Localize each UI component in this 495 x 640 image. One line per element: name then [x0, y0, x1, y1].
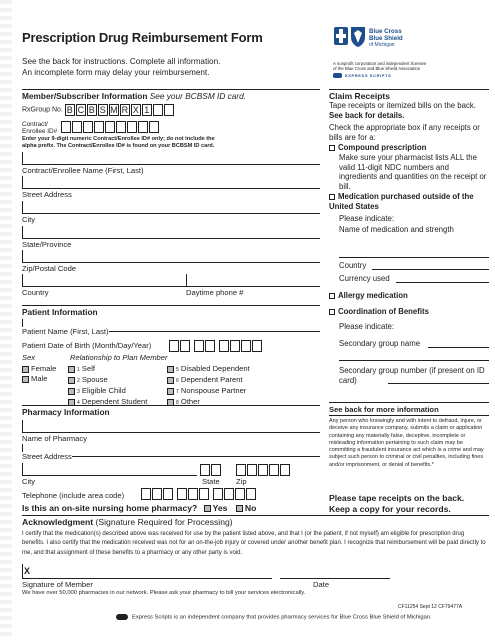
- dob-boxes[interactable]: [169, 337, 263, 355]
- char-box[interactable]: [213, 488, 223, 500]
- pharmacy-zip-label: Zip: [236, 477, 247, 486]
- zip-input[interactable]: [22, 250, 320, 262]
- pharmacy-name-input[interactable]: [22, 420, 320, 432]
- char-box[interactable]: [164, 104, 174, 116]
- male-checkbox[interactable]: [22, 376, 29, 383]
- relationship-col1: [68, 364, 147, 408]
- pharmacy-city-label: City: [22, 477, 36, 486]
- char-box[interactable]: [200, 464, 210, 476]
- rxgroup-boxes[interactable]: [65, 107, 175, 114]
- char-box[interactable]: [83, 121, 93, 133]
- contract-instructions: Enter your 9-digit numeric Contract/Enrollee ID# only; do not include the alpha prefix. The Contract/Enrollee ID# is found on your BCBSM ID card.: [22, 136, 215, 149]
- char-box[interactable]: [163, 488, 173, 500]
- currency-used: Currency used: [339, 274, 390, 283]
- cob-indicate: Please indicate:: [339, 322, 395, 331]
- country-used: Country: [339, 261, 367, 270]
- street-label: Street Address: [22, 190, 72, 199]
- char-box[interactable]: [149, 121, 159, 133]
- relationship-option[interactable]: 7 Nonspouse Partner: [167, 386, 250, 397]
- pharmacy-state-label: State: [202, 477, 220, 486]
- state-label: State/Province: [22, 240, 72, 249]
- char-box[interactable]: [127, 121, 137, 133]
- express-scripts-logo: EXPRESS SCRIPTS: [333, 73, 423, 80]
- relationship-col2: [167, 364, 250, 408]
- contract-label: Contract/ Enrollee ID#: [22, 121, 58, 135]
- fraud-warning: Any person who knowingly and with intent to defraud, injure, or deceive any insurance company, submits a claim or application containing any materially false, deceptive, incomplete or misleading information pertaining to such claim may be committing a fraudulent insurance act which is a crime and may subject such person to criminal or civil penalties, including fines and/or imprisonment, or denial of benefits.*: [329, 418, 484, 468]
- char-box[interactable]: R: [121, 105, 129, 115]
- char-box[interactable]: [72, 121, 82, 133]
- char-box[interactable]: [224, 488, 234, 500]
- pharmacy-header: Pharmacy Information: [22, 407, 110, 417]
- intro-line-1: See the back for instructions. Complete all information.: [22, 57, 221, 66]
- brand-description: A nonprofit corporation and independent licensee of the Blue Cross and Blue Shield Association: [333, 61, 427, 71]
- char-box[interactable]: [188, 488, 198, 500]
- allergy-option[interactable]: Allergy medication: [329, 291, 408, 301]
- outside-us-option[interactable]: Medication purchased outside of the United States: [329, 192, 474, 211]
- see-back-note: See back for more information: [329, 405, 439, 414]
- ack-text: I certify that the medication(s) described above was received for use by the patient listed above, and that I (or the patient, if not myself) am eligible for prescription drug benefits. I also certify that the medication received was not for an on-the-job injury or covered under another benefit plan. I recognize that reimbursement will be paid directly to me, and that assignment of these benefits to a pharmacy or any other party is void.: [22, 531, 486, 556]
- char-box[interactable]: [116, 121, 126, 133]
- intro-line-2: An incomplete form may delay your reimbursement.: [22, 68, 210, 77]
- char-box[interactable]: S: [99, 105, 106, 115]
- char-box[interactable]: M: [110, 105, 118, 115]
- form-intro: [22, 56, 272, 78]
- pharmacy-phone-boxes[interactable]: [141, 485, 257, 503]
- char-box[interactable]: 1: [142, 104, 152, 116]
- char-box[interactable]: [177, 488, 187, 500]
- char-box[interactable]: [230, 340, 240, 352]
- sex-male[interactable]: Male: [22, 374, 56, 384]
- char-box[interactable]: [247, 464, 257, 476]
- country-input[interactable]: [22, 274, 184, 286]
- sex-options: [22, 364, 56, 384]
- brand-name: Blue Cross Blue Shield of Michigan: [369, 28, 403, 48]
- street-input[interactable]: [22, 176, 320, 188]
- relationship-option[interactable]: 6 Dependent Parent: [167, 375, 250, 386]
- claim-receipts: Claim Receipts Tape receipts or itemized bills on the back. See back for details. Check the appropriate box if any receipts or bills are for a: Compound prescription Make sure your pharmacist lists ALL the valid 11-digit NDC numbers and ingredients and quantities on the receipt or bill. Medication purchased outside of the United States Please indicate: Name of medication and strength: [329, 91, 489, 235]
- pharmacy-street-label: Street Address: [22, 452, 72, 461]
- pharmacy-phone-label: Telephone (include area code): [22, 491, 125, 500]
- footer-note: Express Scripts is an independent company that provides pharmacy services for Blue Cross Blue Shield of Michigan.: [116, 614, 432, 621]
- char-box[interactable]: [61, 121, 71, 133]
- female-checkbox[interactable]: [22, 366, 29, 373]
- state-input[interactable]: [22, 226, 320, 238]
- patient-name-label: Patient Name (First, Last): [22, 327, 109, 336]
- char-box[interactable]: [180, 340, 190, 352]
- dob-label: Patient Date of Birth (Month/Day/Year): [22, 341, 152, 350]
- patient-header: Patient Information: [22, 307, 98, 317]
- zip-label: Zip/Postal Code: [22, 264, 77, 273]
- relationship-option[interactable]: 8 Other: [167, 397, 250, 408]
- char-box[interactable]: C: [77, 105, 85, 115]
- pharmacy-city-input[interactable]: [22, 463, 197, 475]
- char-box[interactable]: [94, 121, 104, 133]
- char-box[interactable]: [235, 488, 245, 500]
- network-note: We have over 50,000 pharmacies in our network. Please ask your pharmacy to bill your services electronically.: [22, 590, 306, 596]
- char-box[interactable]: [105, 121, 115, 133]
- char-box[interactable]: [205, 340, 215, 352]
- form-title: Prescription Drug Reimbursement Form: [22, 30, 263, 45]
- cob-option[interactable]: Coordination of Benefits: [329, 307, 429, 317]
- char-box[interactable]: [252, 340, 262, 352]
- rxgroup-field: RxGroup No. B C B S M R X 1: [22, 104, 175, 116]
- char-box[interactable]: [152, 488, 162, 500]
- country-label: Country: [22, 288, 49, 297]
- sex-label: Sex: [22, 353, 36, 362]
- char-box[interactable]: [280, 464, 290, 476]
- ack-header: Acknowledgment (Signature Required for Processing): [22, 517, 233, 527]
- section-rule: [22, 89, 320, 90]
- char-box[interactable]: [236, 464, 246, 476]
- phone-label: Daytime phone #: [186, 288, 244, 297]
- char-box[interactable]: [219, 340, 229, 352]
- char-box[interactable]: [199, 488, 209, 500]
- relationship-option[interactable]: 3 Eligible Child: [68, 386, 147, 397]
- city-label: City: [22, 215, 36, 224]
- signature-label: Signature of Member: [22, 580, 93, 589]
- tape-note: Please tape receipts on the back.: [329, 493, 465, 503]
- yes-option[interactable]: Yes: [204, 503, 228, 513]
- char-box[interactable]: [141, 488, 151, 500]
- char-box[interactable]: [246, 488, 256, 500]
- char-box[interactable]: [211, 464, 221, 476]
- phone-input[interactable]: [186, 274, 320, 286]
- city-input[interactable]: [22, 201, 320, 213]
- pharmacy-street-input[interactable]: [22, 444, 320, 456]
- perforation-strip: [0, 0, 12, 640]
- signature-x: X: [24, 566, 31, 576]
- cross-shield-icon: [333, 26, 367, 48]
- secondary-group-number: Secondary group number (if present on ID card): [339, 366, 485, 385]
- char-box[interactable]: [269, 464, 279, 476]
- pharmacy-state-boxes[interactable]: [200, 461, 222, 479]
- express-scripts-icon: [116, 614, 128, 620]
- relationship-option[interactable]: 2 Spouse: [68, 375, 147, 386]
- char-box[interactable]: B: [88, 105, 95, 115]
- no-option[interactable]: No: [236, 503, 256, 513]
- char-box[interactable]: [153, 104, 163, 116]
- patient-name-input[interactable]: [22, 319, 320, 331]
- copy-note: Keep a copy for your records.: [329, 504, 451, 514]
- nursing-home-question: Is this an on-site nursing home pharmacy? Yes No: [22, 503, 257, 513]
- bcbsm-logo: [333, 26, 493, 96]
- char-box[interactable]: [194, 340, 204, 352]
- pharmacy-zip-boxes[interactable]: [236, 461, 291, 479]
- relationship-label: Relationship to Plan Member: [70, 353, 168, 362]
- secondary-group-name: Secondary group name: [339, 339, 421, 348]
- sex-female[interactable]: Female: [22, 364, 56, 374]
- enrollee-name-label: Contract/Enrollee Name (First, Last): [22, 166, 144, 175]
- relationship-option[interactable]: 5 Disabled Dependent: [167, 364, 250, 375]
- char-box[interactable]: [258, 464, 268, 476]
- char-box[interactable]: [138, 121, 148, 133]
- form-code: CF11254 Sept 12 CF79477A: [398, 604, 463, 610]
- contract-id-boxes[interactable]: [61, 118, 160, 136]
- compound-option[interactable]: Compound prescription: [329, 143, 489, 153]
- char-box[interactable]: X: [132, 105, 139, 115]
- enrollee-name-input[interactable]: [22, 152, 320, 164]
- pharmacy-name-label: Name of Pharmacy: [22, 434, 87, 443]
- date-input[interactable]: [280, 564, 390, 578]
- signature-input[interactable]: [22, 564, 272, 578]
- relationship-option[interactable]: 4 Dependent Student: [68, 397, 147, 408]
- relationship-option[interactable]: 1 Self: [68, 364, 147, 375]
- member-header: Member/Subscriber Information See your BCBSM ID card.: [22, 91, 247, 101]
- date-label: Date: [313, 580, 330, 589]
- char-box[interactable]: [241, 340, 251, 352]
- char-box[interactable]: [169, 340, 179, 352]
- char-box[interactable]: B: [66, 105, 73, 115]
